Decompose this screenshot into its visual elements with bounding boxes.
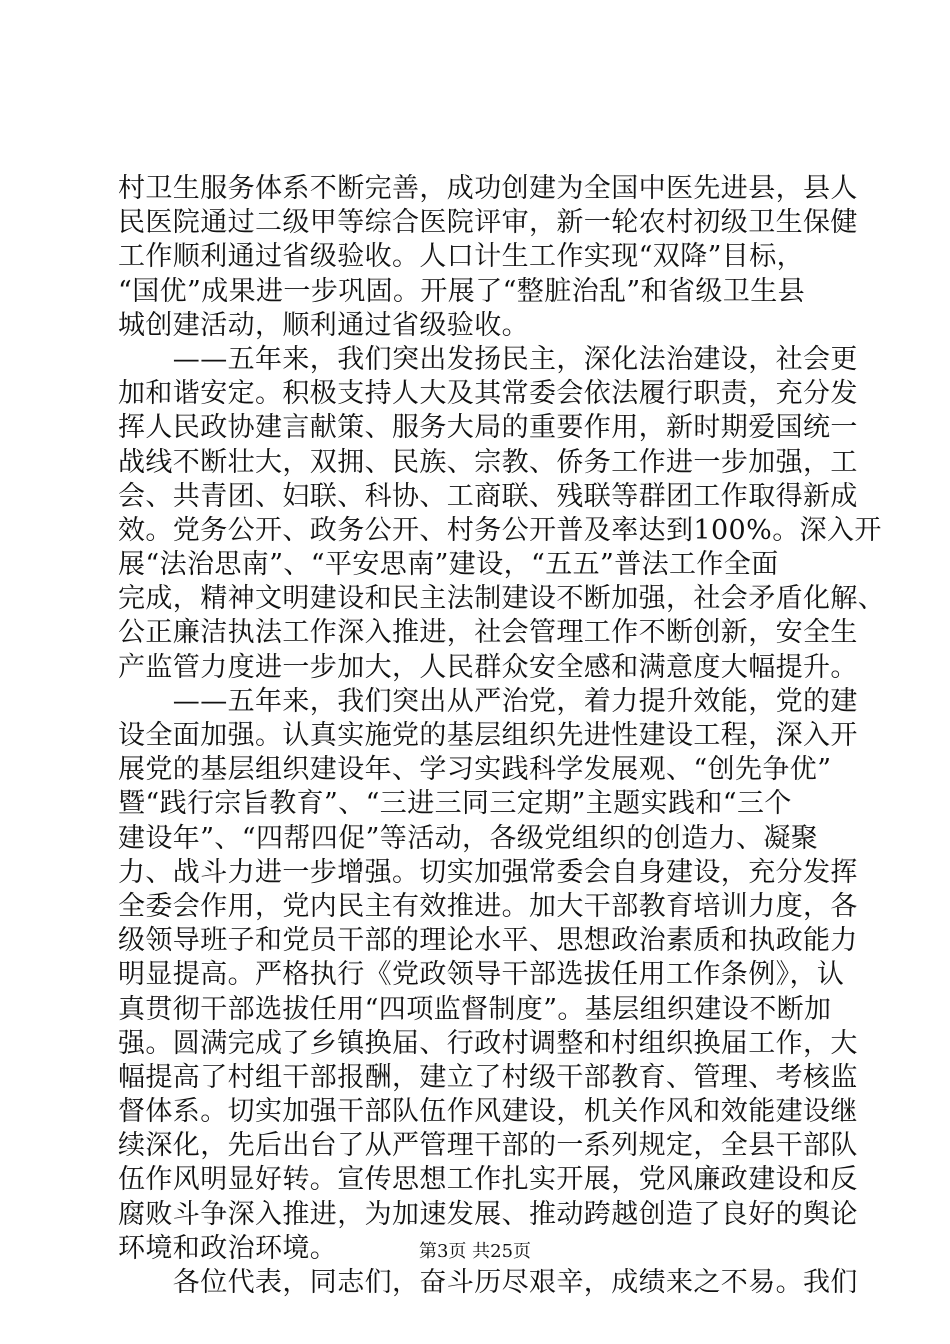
text-line: 挥人民政协建言献策、服务大局的重要作用，新时期爱国统一 — [118, 412, 858, 444]
text-line: 强。圆满完成了乡镇换届、行政村调整和村组织换届工作，大 — [118, 1027, 858, 1059]
text-line: ——五年来，我们突出发扬民主，深化法治建设，社会更 — [118, 343, 858, 375]
document-body — [118, 172, 886, 1300]
text-line: 民医院通过二级甲等综合医院评审，新一轮农村初级卫生保健 — [118, 207, 858, 239]
text-line: 幅提高了村组干部报酬，建立了村级干部教育、管理、考核监 — [118, 1061, 858, 1093]
text-line: 村卫生服务体系不断完善，成功创建为全国中医先进县，县人 — [118, 173, 858, 204]
text-line: 效。党务公开、政务公开、村务公开普及率达到100%。深入开 — [118, 514, 882, 546]
text-line: 暨“践行宗旨教育”、“三进三同三定期”主题实践和“三个 — [118, 788, 792, 820]
text-line: 级领导班子和党员干部的理论水平、思想政治素质和执政能力 — [118, 925, 858, 957]
text-line: 完成，精神文明建设和民主法制建设不断加强，社会矛盾化解、 — [118, 583, 886, 615]
text-line: 腐败斗争深入推进，为加速发展、推动跨越创造了良好的舆论 — [118, 1198, 858, 1230]
text-line: 产监管力度进一步加大，人民群众安全感和满意度大幅提升。 — [118, 651, 858, 683]
text-line: 真贯彻干部选拔任用“四项监督制度”。基层组织建设不断加 — [118, 993, 832, 1025]
text-line: 战线不断壮大，双拥、民族、宗教、侨务工作进一步加强，工 — [118, 446, 858, 478]
text-line: 展党的基层组织建设年、学习实践科学发展观、“创先争优” — [118, 754, 832, 786]
text-line: 工作顺利通过省级验收。人口计生工作实现“双降”目标， — [118, 241, 805, 273]
text-line: 明显提高。严格执行《党政领导干部选拔任用工作条例》，认 — [118, 959, 845, 991]
text-line: 环境和政治环境。 — [118, 1232, 338, 1264]
text-line: “国优”成果进一步巩固。开展了“整脏治乱”和省级卫生县 — [118, 275, 806, 307]
text-line: 各位代表，同志们，奋斗历尽艰辛，成绩来之不易。我们 — [118, 1267, 858, 1298]
text-line: 伍作风明显好转。宣传思想工作扎实开展，党风廉政建设和反 — [118, 1164, 858, 1196]
text-line: ——五年来，我们突出从严治党，着力提升效能，党的建 — [118, 685, 858, 717]
text-line: 会、共青团、妇联、科协、工商联、残联等群团工作取得新成 — [118, 480, 858, 512]
text-line: 督体系。切实加强干部队伍作风建设，机关作风和效能建设继 — [118, 1096, 858, 1128]
text-line: 全委会作用，党内民主有效推进。加大干部教育培训力度，各 — [118, 890, 858, 922]
text-line: 续深化，先后出台了从严管理干部的一系列规定，全县干部队 — [118, 1130, 858, 1162]
text-line: 城创建活动，顺利通过省级验收。 — [118, 309, 529, 341]
text-line: 力、战斗力进一步增强。切实加强常委会自身建设，充分发挥 — [118, 856, 858, 888]
text-line: 设全面加强。认真实施党的基层组织先进性建设工程，深入开 — [118, 720, 858, 751]
text-line: 公正廉洁执法工作深入推进，社会管理工作不断创新，安全生 — [118, 617, 858, 649]
page-number-footer: 第3页 共25页 — [418, 1241, 532, 1262]
text-line: 加和谐安定。积极支持人大及其常委会依法履行职责，充分发 — [118, 378, 858, 410]
text-line: 展“法治思南”、“平安思南”建设，“五五”普法工作全面 — [118, 549, 779, 581]
text-line: 建设年”、“四帮四促”等活动，各级党组织的创造力、凝聚 — [118, 822, 819, 854]
